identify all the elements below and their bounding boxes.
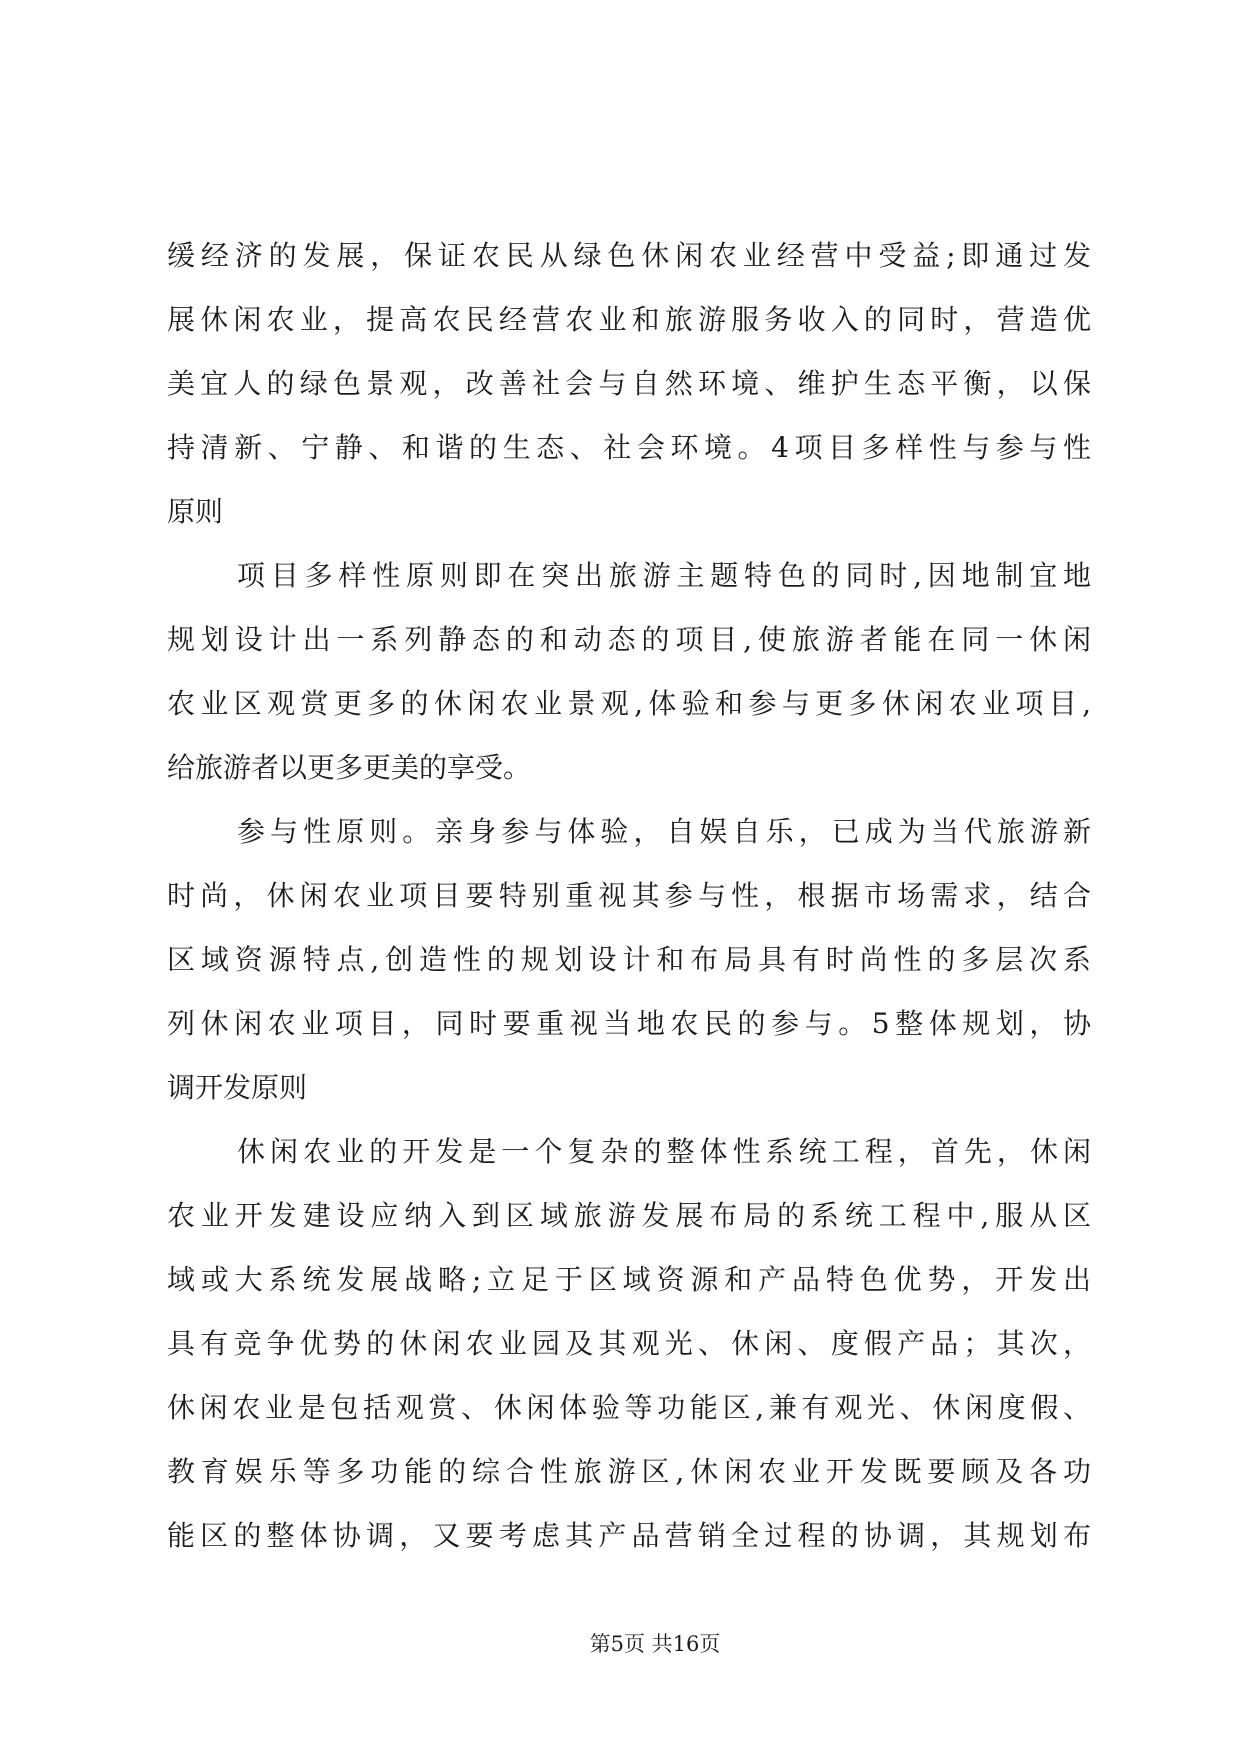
text-line: 缓经济的发展，保证农民从绿色休闲农业经营中受益;即通过发: [167, 239, 1091, 272]
text-line: 原则: [167, 495, 224, 528]
paragraph-variety-principle: [167, 544, 1091, 800]
text-line: 教育娱乐等多功能的综合性旅游区,休闲农业开发既要顾及各功: [167, 1455, 1091, 1488]
text-line: 农业区观赏更多的休闲农业景观,体验和参与更多休闲农业项目,: [167, 687, 1091, 720]
text-line: 域或大系统发展战略;立足于区域资源和产品特色优势，开发出: [167, 1263, 1091, 1296]
text-line: 参与性原则。亲身参与体验，自娱自乐，已成为当代旅游新: [237, 815, 1091, 848]
paragraph-continuation: [167, 224, 1091, 544]
text-line: 区域资源特点,创造性的规划设计和布局具有时尚性的多层次系: [167, 943, 1091, 976]
text-line: 给旅游者以更多更美的享受。: [167, 751, 532, 784]
paragraph-participation-principle: [167, 800, 1091, 1120]
text-line: 美宜人的绿色景观，改善社会与自然环境、维护生态平衡，以保: [167, 367, 1091, 400]
text-line: 休闲农业是包括观赏、休闲体验等功能区,兼有观光、休闲度假、: [167, 1391, 1091, 1424]
document-body: [167, 224, 1091, 1568]
text-line: 具有竞争优势的休闲农业园及其观光、休闲、度假产品；其次，: [167, 1327, 1091, 1360]
paragraph-overall-planning: [167, 1120, 1091, 1568]
text-line: 时尚，休闲农业项目要特别重视其参与性，根据市场需求，结合: [167, 879, 1091, 912]
text-line: 农业开发建设应纳入到区域旅游发展布局的系统工程中,服从区: [167, 1199, 1091, 1232]
text-line: 项目多样性原则即在突出旅游主题特色的同时,因地制宜地: [237, 559, 1091, 592]
text-line: 持清新、宁静、和谐的生态、社会环境。4项目多样性与参与性: [167, 431, 1091, 464]
text-line: 能区的整体协调，又要考虑其产品营销全过程的协调，其规划布: [167, 1519, 1091, 1552]
page-number-footer: 第5页 共16页: [589, 1632, 721, 1656]
text-line: 展休闲农业，提高农民经营农业和旅游服务收入的同时，营造优: [167, 303, 1091, 336]
text-line: 规划设计出一系列静态的和动态的项目,使旅游者能在同一休闲: [167, 623, 1091, 656]
text-line: 休闲农业的开发是一个复杂的整体性系统工程，首先，休闲: [237, 1135, 1091, 1168]
text-line: 列休闲农业项目，同时要重视当地农民的参与。5整体规划，协: [167, 1007, 1091, 1040]
text-line: 调开发原则: [167, 1071, 308, 1104]
